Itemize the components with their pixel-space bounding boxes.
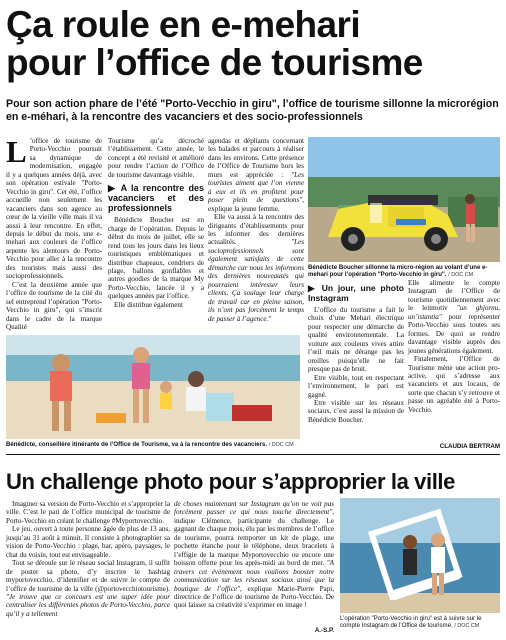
photo1-caption: Bénédicte Boucher sillonne la micro-région au volant d’une e-mehari pour l’opération "Porto-Vecchio in giru". / DOC CM [308, 264, 488, 279]
article1-col2-text: Tourisme qu’a décroché l’établissement. Cette année, le concept a été revisité et amélioré pour rendre l’action de l’Office de tourisme davantage visible. [108, 137, 204, 179]
article1-col3-text4: Etre visible, tout en respectant l’environnement, le pari est gagné. [308, 373, 404, 399]
quote-socioprofessionnels: "Les socioprofessionnels sont également satisfaits de cette démarche car nous les informons des dernières nouveautés qui pourraient intéresser leurs clients. Ça soulage leur charge de travail car en pleine saison, ils n’ont pas forcément le temps de passer à l’agence." [208, 238, 304, 323]
article1-col3-text3: L’office du tourisme a fait le choix d’une Mehari électrique pour respecter une démarche de qualité environnementale. La voiture aux couleurs vives attire l’œil mais ne dérange pas les oreilles puisqu’elle ne fait presque pas de bruit. [308, 306, 404, 374]
article2-col2-text: , indique Clémence, participante du challenge. Le gagnant de chaque mois, élu par les membres de l’office de tourisme, pourra remporter un kit de plage, une pochette étanche pour le téléphone, deux bracelets à l’effigie de la marque Myportovecchio ou encore une boisson offerte pour les après-midi au bord de mer. [174, 508, 334, 568]
byline-article2: A.-S.P. [314, 627, 334, 634]
article1-col3-text: agendas et dépliants concernant les balades et parcours à réaliser dans les environs. Cette présence de l’Office de Tourisme hors les murs est appréciée : [208, 137, 304, 179]
byline-article1: CLAUDIA BERTRAM [439, 443, 500, 450]
article1-col4-text2: Finalement, l’Office de Tourisme mène une action pro-active, qui s’adresse aux vacanciers et aux locaux, de sorte que chacun s’y retrouve et passe un agréable été à Porto-Vecchio. [408, 355, 500, 414]
quote-touristes: "Les touristes aiment que l’on vienne à eux et ils en profitent pour poser plein de questions" [208, 170, 304, 205]
article1-column-3: agendas et dépliants concernant les balades et parcours à réaliser dans les environs. Cette présence de l’Office de Tourisme hors les murs est appréciée : "Les touristes aiment que l’on vienne à eux et ils en profitent pour poser plein de questions", explique la jeune femme. Elle va aussi à la rencontre des dirigeants d’établissements pour les informer des dernières actualités. "Les socioprofessionnels sont également satisfaits de cette démarche car nous les informons des dernières nouveautés qui pourraient intéresser leurs clients. Ça soulage leur charge de travail car en pleine saison, ils n’ont pas forcément le temps de passer à l’agence." [208, 137, 304, 323]
subheading-instagram: ▶ Un jour, une photo Instagram [308, 283, 405, 303]
section-divider [6, 454, 500, 455]
photo-instagram-frame [340, 498, 500, 613]
article1-column-3-lower [308, 279, 404, 424]
photo1-credit: / DOC CM [448, 272, 474, 279]
mehari-photo-illustration [308, 137, 500, 262]
article2-title: Un challenge photo pour s’approprier la ville [6, 469, 455, 494]
article1-col1-text2: C’est la deuxième année que l’office de tourisme de la cité du sel entreprend l’opération "Porto-Vecchio in giru", qui s’inscrit dans le cadre de la marque Qualité [6, 280, 102, 331]
title-line-2: pour l’office de tourisme [6, 42, 423, 83]
article1-col2-text2: Bénédicte Boucher est en charge de l’opération. Depuis le début du mois de juillet, elle se rend tous les jours dans les lieux touristiques emblématiques et distribue chapeaux, cendriers de plage, ballons gonflables et autres goodies de la marque My Porto-Vecchio, lancée il y a quelques années par l’office. [108, 216, 204, 301]
photo-beach [6, 335, 300, 439]
article2-col1-text: Imaginer sa version de Porto-Vecchio et s’approprier la ville. C’est le pari de l’office municipal de tourisme de Porto-Vecchio en créant le challenge #Myportovecchio. [6, 500, 170, 525]
subheading-rencontre: ▶ A la rencontre des vacanciers et des professionnels [108, 183, 204, 214]
photo3-caption: L’opération "Porto-Vecchio in giru" est à suivre sur le compte Instagram de l’Office de tourisme. / DOC CM [340, 615, 482, 630]
photo2-caption: Bénédicte, conseillère itinérante de l’Office de Tourisme, va à la rencontre des vacanciers. / DOC CM [6, 441, 294, 448]
title-line-1: Ça roule en e-mehari [6, 4, 361, 45]
quote-leitmotiv: "un ghjornu, un’istantia" [408, 304, 500, 321]
article1-column-2 [108, 137, 204, 309]
article2-col1-text2: Le jeu, ouvert à toute personne âgée de plus de 13 ans, jusqu’au 31 août à minuit. Il consiste à photographier sa vision de Porto-Vecchio : plage, bar, apéro, paysages, le chat du voisin, tout est envisageable. [6, 525, 170, 559]
instagram-photo-illustration [340, 498, 500, 613]
lead-paragraph: Pour son action phare de l’été "Porto-Vecchio in giru", l’office de tourisme sillonne la microrégion en e-méhari, à la rencontre des vacanciers et des socio-professionnels [6, 98, 499, 123]
quote-directrice: "A travers cet évènement nous voulions booster notre communication sur les réseaux sociaux ainsi que la boutique de l’office" [174, 559, 334, 593]
photo2-credit: / DOC CM [268, 442, 294, 448]
article1-col2-text3: Elle distribue également [114, 300, 183, 309]
beach-photo-illustration [6, 335, 300, 439]
photo3-credit: / DOC CM [454, 623, 480, 630]
dropcap: L [6, 134, 27, 169]
article1-col1-text: ’office de tourisme de Porto-Vecchio poursuit sa dynamique de modernisation, engagée il y a quelques années déjà, avec son opération estivale "Porto-Vecchio in giru". Cet été, l’office accueille non seulement les vacanciers dans son agence au cœur de la vieille ville mais il va aussi à leur rencontre. En effet, depuis le début du mois, une e-mehari aux couleurs de l’office arpente les alentours de Porto-Vecchio pour aller à la rencontre des touristes mais aussi des socioprofessionnels. [6, 137, 102, 281]
article1-col3-text5: Etre visible sur les réseaux sociaux, c’est aussi la mission de Bénédicte Boucher. [308, 398, 404, 424]
article1-column-4: Elle alimente le compte Instagram de l’Office de tourisme quotidiennement avec le leitmotiv "un ghjornu, un’istantia" pour représenter Porto-Vecchio sous toutes ses formes. De quoi se rendre davantage visible auprès des jeunes générations également. Finalement, l’Office de Tourisme mène une action pro-active, qui s’adresse aux vacanciers et aux locaux, de sorte que chacun s’y retrouve et passe un agréable été à Porto-Vecchio. [408, 279, 500, 414]
article2-col1-text3: Tout se déroule sur le réseau social Instagram, il suffit de poster sa photo, d’y inscrire le hashtag myportovecchio, d’identifier et de suivre le compte de l’office de tourisme de la ville (@portovecchiotourisme). [6, 559, 170, 593]
photo-e-mehari [308, 137, 500, 262]
article2-column-1 [6, 500, 170, 618]
article1-col3-text2: Elle va aussi à la rencontre des dirigeants d’établissements pour les informer des dernières actualités. [208, 213, 304, 247]
article1-column-1 [6, 134, 102, 331]
quote-clemence: "Je trouve que ce concours est une super idée pour centraliser les différentes photos de Porto-Vecchio, parce qu’il y a tellement [6, 592, 170, 618]
article2-column-2: de choses maintenant sur Instagram qu’on ne voit pas forcément passer ce qui nous touche directement", indique Clémence, participante du challenge. Le gagnant de chaque mois, élu par les membres de l’office de tourisme, pourra remporter un kit de plage, une pochette étanche pour le téléphone, deux bracelets à l’effigie de la marque Myportovecchio ou encore une boisson offerte pour les après-midi au bord de mer. "A travers cet évènement nous voulions booster notre communication sur les réseaux sociaux ainsi que la boutique de l’office", explique Marie-Pierre Papi, directrice de l’office de tourisme de Porto-Vecchio. De quoi laisser sa créativité s’exprimer en image ! [174, 500, 334, 610]
page-title [6, 6, 500, 82]
